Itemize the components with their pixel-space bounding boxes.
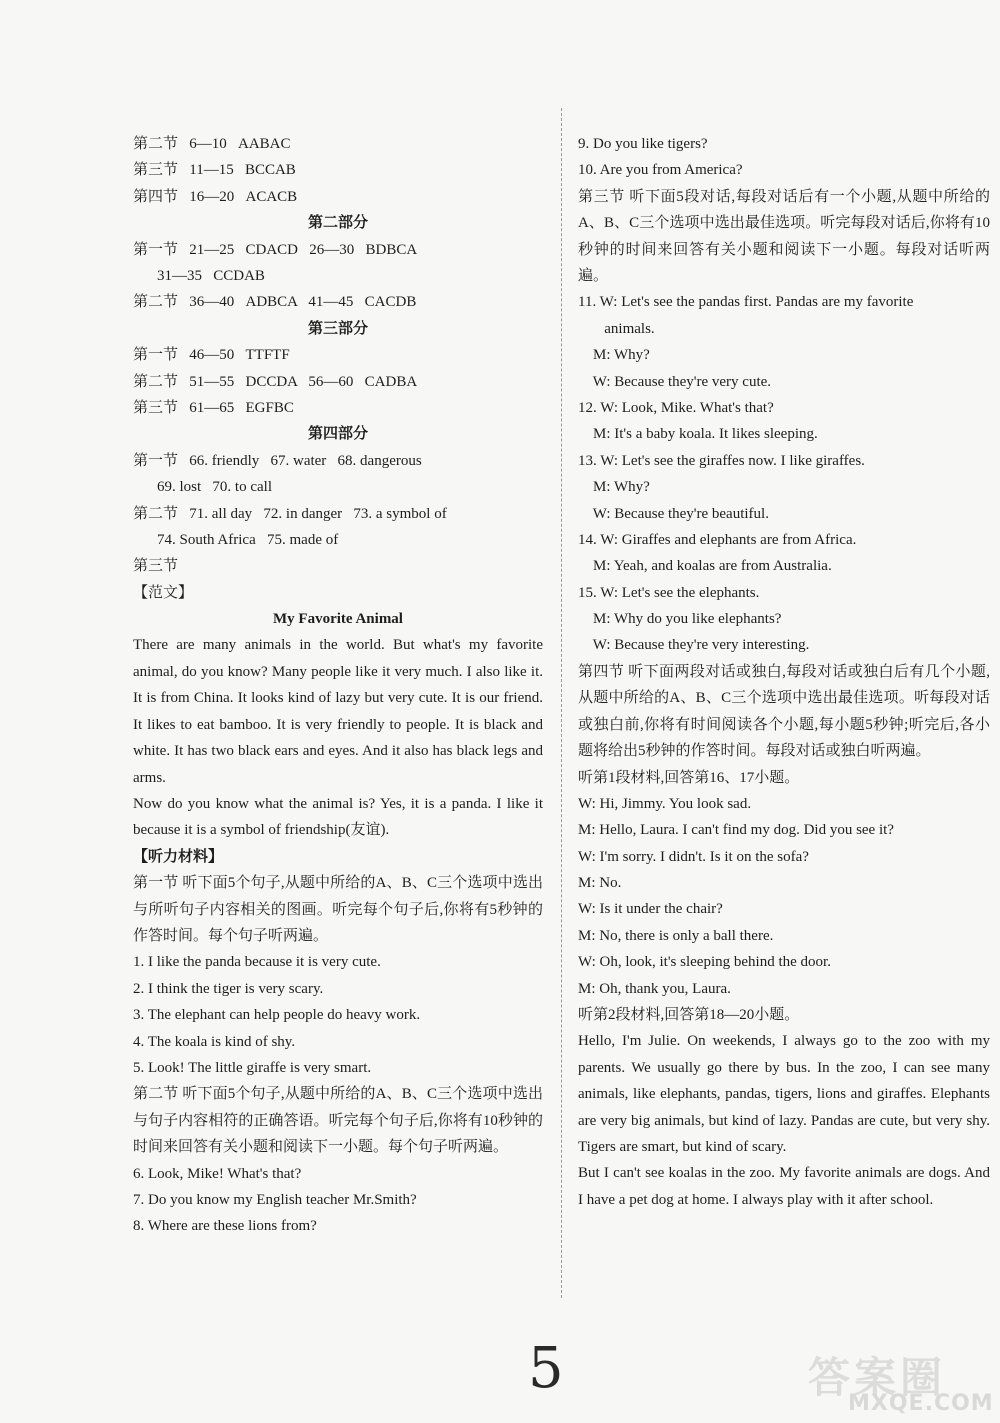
- right-line: 11. W: Let's see the pandas first. Pandas are my favorite: [578, 294, 914, 311]
- right-line: 15. W: Let's see the elephants.: [578, 584, 760, 601]
- left-line: 3. The elephant can help people do heavy work.: [133, 1007, 421, 1024]
- right-line: W: I'm sorry. I didn't. Is it on the sofa?: [578, 848, 809, 865]
- left-line: 74. South Africa 75. made of: [157, 531, 339, 548]
- right-line: 14. W: Giraffes and elephants are from Africa.: [578, 531, 857, 548]
- left-line: 2. I think the tiger is very scary.: [133, 980, 324, 997]
- left-line: 第一节 听下面5个句子,从题中所给的A、B、C三个选项中选出与所听句子内容相关的图画。听完每个句子后,你将有5秒钟的作答时间。每个句子听两遍。: [133, 875, 543, 944]
- right-line: W: Oh, look, it's sleeping behind the door.: [578, 954, 831, 971]
- left-line: 第二部分: [307, 215, 368, 232]
- left-line: 第三节 11—15 BCCAB: [133, 162, 296, 179]
- right-line: W: Hi, Jimmy. You look sad.: [578, 795, 752, 812]
- right-line: M: No.: [578, 875, 622, 892]
- right-line: M: It's a baby koala. It likes sleeping.: [578, 426, 818, 443]
- left-line: 1. I like the panda because it is very cute.: [133, 954, 381, 971]
- left-line: 第二节 听下面5个句子,从题中所给的A、B、C三个选项中选出与句子内容相符的正确答语。听完每个句子后,你将有10秒钟的时间来回答有关小题和阅读下一小题。每个句子听两遍。: [133, 1086, 543, 1156]
- left-line: 【听力材料】: [133, 848, 224, 865]
- right-line: M: No, there is only a ball there.: [578, 927, 774, 944]
- left-line: 6. Look, Mike! What's that?: [133, 1165, 302, 1182]
- watermark-line2: MXQE.COM: [848, 1391, 994, 1416]
- left-line: 第二节 36—40 ADBCA 41—45 CACDB: [133, 294, 417, 311]
- right-line: 第三节 听下面5段对话,每段对话后有一个小题,从题中所给的A、B、C三个选项中选出最佳选项。听完每段对话后,你将有10秒钟的时间来回答有关小题和阅读下一小题。每段对话听两遍。: [578, 188, 990, 284]
- right-line: 第四节 听下面两段对话或独白,每段对话或独白后有几个小题,从题中所给的A、B、C三个选项中选出最佳选项。听每段对话或独白前,你将有时间阅读各个小题,每小题5秒钟;听完后,各小题将给出5秒钟的作答时间。每段对话或独白听两遍。: [578, 663, 990, 760]
- left-line: 31—35 CCDAB: [157, 267, 265, 284]
- left-line: 第四部分: [307, 426, 368, 443]
- right-line: M: Why do you like elephants?: [578, 611, 782, 628]
- right-line: W: Because they're very cute.: [578, 373, 772, 390]
- left-line: 69. lost 70. to call: [157, 479, 272, 496]
- right-line: 13. W: Let's see the giraffes now. I like giraffes.: [578, 452, 865, 469]
- right-line: 12. W: Look, Mike. What's that?: [578, 399, 774, 416]
- right-line: W: Because they're very interesting.: [578, 637, 810, 654]
- right-line: M: Why?: [578, 479, 650, 496]
- right-line: M: Yeah, and koalas are from Australia.: [578, 558, 832, 575]
- left-line: 第二节 51—55 DCCDA 56—60 CADBA: [133, 373, 418, 390]
- left-line: 7. Do you know my English teacher Mr.Smith?: [133, 1191, 417, 1208]
- left-line: 第二节 6—10 AABAC: [133, 136, 291, 152]
- watermark-logo: [808, 1345, 994, 1417]
- left-line: My Favorite Animal: [273, 611, 403, 628]
- left-line: 4. The koala is kind of shy.: [133, 1033, 296, 1050]
- left-line: 第二节 71. all day 72. in danger 73. a symbol of: [133, 505, 447, 522]
- left-line: 第三节 61—65 EGFBC: [133, 399, 294, 416]
- left-line: 【范文】: [133, 584, 194, 601]
- left-column: [133, 131, 543, 1240]
- left-line: 第三部分: [307, 320, 368, 337]
- left-line: 第一节 21—25 CDACD 26—30 BDBCA: [133, 241, 418, 258]
- right-column: [578, 131, 990, 1213]
- left-line: Now do you know what the animal is? Yes, it is a panda. I like it because it is a symbol of friendship(友谊).: [133, 795, 543, 839]
- column-divider: [561, 108, 562, 1298]
- right-line: 10. Are you from America?: [578, 162, 743, 179]
- right-line: Hello, I'm Julie. On weekends, I always go to the zoo with my parents. We usually go there by bus. In the zoo, I can see many animals, like elephants, pandas, tigers, lions and giraffes. Elephants are very big animals, but kind of lazy. Pandas are cute, but very shy. Tigers are smart, but kind of scary.: [578, 1033, 990, 1156]
- right-line: 听第2段材料,回答第18—20小题。: [578, 1007, 800, 1024]
- right-line: 听第1段材料,回答第16、17小题。: [578, 769, 800, 786]
- right-line: M: Hello, Laura. I can't find my dog. Did you see it?: [578, 822, 894, 839]
- left-line: 5. Look! The little giraffe is very smart.: [133, 1059, 372, 1076]
- left-line: 第三节: [133, 558, 179, 575]
- watermark-line1: 答案圈: [808, 1353, 947, 1402]
- left-line: 第四节 16—20 ACACB: [133, 188, 298, 205]
- right-line: M: Oh, thank you, Laura.: [578, 980, 731, 997]
- page-number: 5: [528, 1336, 564, 1401]
- left-line: 8. Where are these lions from?: [133, 1218, 317, 1235]
- right-line: 9. Do you like tigers?: [578, 136, 708, 152]
- right-line: But I can't see koalas in the zoo. My favorite animals are dogs. And I have a pet dog at home. I always play with it after school.: [578, 1165, 990, 1208]
- left-line: 第一节 66. friendly 67. water 68. dangerous: [133, 452, 422, 469]
- right-line: M: Why?: [578, 347, 650, 364]
- right-line: W: Is it under the chair?: [578, 901, 723, 918]
- right-line: animals.: [578, 320, 655, 337]
- left-line: There are many animals in the world. But what's my favorite animal, do you know? Many people like it very much. I also like it. It is from China. It looks kind of lazy but very cute. It is our friend. It likes to eat bamboo. It is very friendly to people. It is black and white. It has two black ears and eyes. And it also has black legs and arms.: [133, 637, 543, 786]
- right-line: W: Because they're beautiful.: [578, 505, 769, 522]
- left-line: 第一节 46—50 TTFTF: [133, 347, 290, 364]
